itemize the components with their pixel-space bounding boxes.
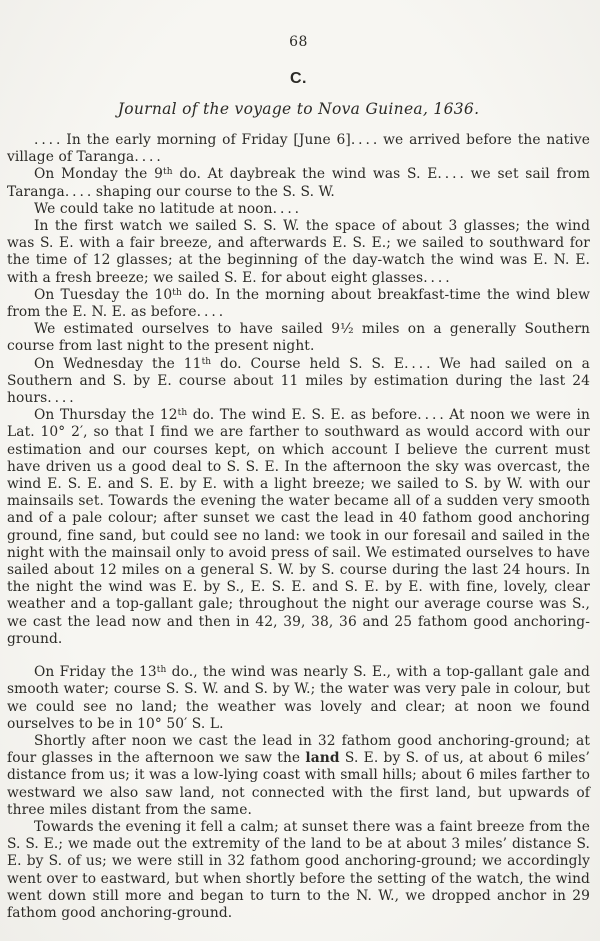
paragraph bbox=[7, 407, 590, 648]
text-run: Shortly after noon we cast the lead in 32 fathom good anchoring-ground; at four glasses in the afternoon we saw the bbox=[7, 732, 590, 767]
text-run: On Monday the 9 bbox=[34, 166, 164, 183]
paragraph bbox=[7, 201, 590, 218]
paragraph bbox=[7, 218, 590, 287]
section-letter: C. bbox=[290, 70, 307, 87]
text-run: . . . . In the early morning of Friday [June 6]. . . . we arrived before the native village of Taranga. . . . bbox=[7, 132, 590, 166]
text-run: On Friday the 13 bbox=[34, 664, 157, 681]
text-run: On Wednesday the 11 bbox=[34, 355, 202, 372]
paragraph bbox=[7, 356, 590, 408]
text-run: do. Course held S. S. E. . . . We had sailed on a Southern and S. by E. course about 11 miles by estimation during the last 24 hours. . . . bbox=[7, 355, 590, 407]
text-run: do. In the morning about breakfast-time the wind blew from the E. N. E. as before. . . . bbox=[7, 286, 590, 321]
text-run: do. At daybreak the wind was S. E. . . . we set sail from Taranga. . . . shaping our course to the S. S. W. bbox=[7, 166, 590, 200]
bold-text: land bbox=[305, 750, 340, 767]
ordinal-superscript: th bbox=[172, 287, 182, 298]
body-text bbox=[7, 132, 590, 922]
paragraph bbox=[7, 321, 590, 355]
page-number: 68 bbox=[289, 34, 308, 50]
text-run: We could take no latitude at noon. . . . bbox=[34, 200, 300, 217]
text-run: In the first watch we sailed S. S. W. the space of about 3 glasses; the wind was S. E. with a fair breeze, and afterwards E. S. E.; we sailed to southward for the time of 12 glasses; at the beginning of the day-watch the wind was E. N. E. with a fresh breeze; we sailed S. E. for about eight glasses. . . . bbox=[7, 218, 590, 286]
text-run: Towards the evening it fell a calm; at sunset there was a faint breeze from the S. S. E.; we made out the extremity of the land to be at about 3 miles’ distance S. E. by S. of us; we were still in 32 fathom good anchoring-ground; we accordingly went over to eastward, but when shortly before the setting of the watch, the wind went down still more and began to turn to the N. W., we dropped anchor in 29 fathom good anchoring-ground. bbox=[7, 818, 590, 921]
ordinal-superscript: th bbox=[163, 167, 173, 178]
text-run: We estimated ourselves to have sailed 9¹⁄₂ miles on a generally Southern course from last night to the present night. bbox=[7, 321, 590, 355]
paragraph bbox=[7, 132, 590, 166]
paragraph bbox=[7, 733, 590, 819]
chapter-title: Journal of the voyage to Nova Guinea, 1636. bbox=[117, 100, 480, 118]
ordinal-superscript: th bbox=[177, 408, 188, 419]
book-page bbox=[0, 34, 600, 941]
text-run: do. The wind E. S. E. as before. . . . At noon we were in Lat. 10° 2′, so that I find we are farther to southward as would accord with our estimation and our courses kept, on which account I believe the current must have driven us a good deal to S. S. E. In the afternoon the sky was overcast, the wind E. S. E. and S. E. by E. with a light breeze; we sailed to S. by W. with our mainsails set. Towards the evening the water became all of a sudden very smooth and of a pale colour; after sunset we cast the lead in 40 fathom good anchoring ground, fine sand, but could see no land: we took in our foresail and sailed in the night with the mainsail only to avoid press of sail. We estimated ourselves to have sailed about 12 miles on a general S. W. by S. course during the last 24 hours. In the night the wind was E. by S., E. S. E. and S. E. by E. with fine, lovely, clear weather and a top-gallant gale; throughout the night our average course was S., we cast the lead now and then in 42, 39, 38, 36 and 25 fathom good anchoring-ground. bbox=[7, 407, 590, 647]
text-run: On Thursday the 12 bbox=[34, 407, 178, 424]
paragraph bbox=[7, 664, 590, 733]
ordinal-superscript: th bbox=[156, 665, 167, 676]
paragraph bbox=[7, 166, 590, 200]
text-run: On Tuesday the 10 bbox=[34, 286, 173, 303]
ordinal-superscript: th bbox=[201, 356, 212, 367]
text-run: S. E. by S. of us, at about 6 miles’ distance from us; it was a low-lying coast with small hills; about 6 miles farther to westward we also saw land, not connected with the first land, but upwards of three miles distant from the same. bbox=[7, 750, 590, 818]
text-run: do., the wind was nearly S. E., with a top-gallant gale and smooth water; course S. S. W. and S. by W.; the water was very pale in colour, but we could see no land; the weather was lovely and clear; at noon we found ourselves to be in 10° 50′ S. L. bbox=[7, 664, 590, 732]
paragraph bbox=[7, 287, 590, 321]
